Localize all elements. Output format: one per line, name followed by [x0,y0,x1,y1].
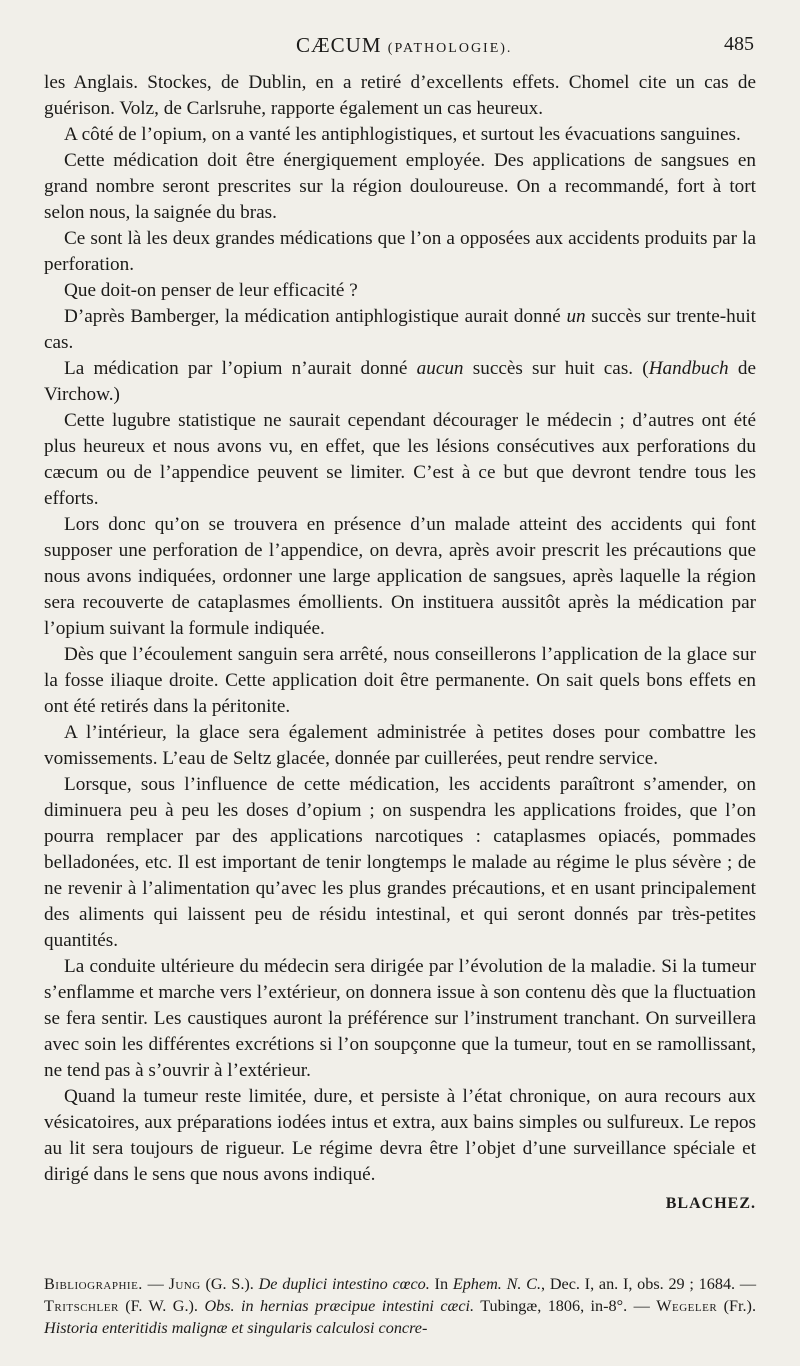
paragraph-text: Cette lugubre statistique ne saurait cependant décourager le médecin ; d’autres ont été plus heureux et nous avons vu, en effet, que les lésions consécutives aux perforations du cæcum ou de l’appendice peuvent se limiter. C’est à ce but que devront tendre tous les efforts. [44,410,756,509]
paragraph [44,642,756,720]
bib-author: Wegeler [656,1297,718,1315]
paragraph-text: Lors donc qu’on se trouvera en présence d’un malade atteint des accidents qui font supposer une perforation de l’appendice, on devra, après avoir prescrit les précautions que nous avons indiquées, ordonner une large application de sangsues, après laquelle la région sera recouverte de cataplasmes émollients. On instituera aussitôt après la médication par l’opium suivant la formule indiquée. [44,514,756,639]
paragraph-text: La médication par l’opium n’aurait donné [64,358,417,379]
paragraph-text: D’après Bamberger, la médication antiphlogistique aurait donné [64,306,567,327]
paragraph-text: les Anglais. Stockes, de Dublin, en a retiré d’excellents effets. Chomel cite un cas de guérison. Volz, de Carlsruhe, rapporte également un cas heureux. [44,72,756,119]
bib-text: In [429,1275,453,1293]
paragraph [44,408,756,512]
paragraph [44,226,756,278]
emphasis-text: un [566,306,586,327]
bib-text: , Dec. I, an. I, obs. 29 ; 1684. — [541,1275,757,1293]
bib-text: (Fr.). [717,1297,756,1315]
emphasis-text: aucun [416,358,464,379]
bib-title: Obs. in hernias præcipue intestini cæci. [204,1297,475,1315]
paragraph-text: Que doit-on penser de leur efficacité ? [64,280,358,301]
paragraph-text: Lorsque, sous l’influence de cette médication, les accidents paraîtront s’amender, on diminuera peu à peu les doses d’opium ; on suspendra les applications froides, que l’on pourra remplacer par des applications narcotiques : cataplasmes opiacés, pommades belladonées, etc. Il est important de tenir longtemps le malade au régime le plus sévère ; de ne revenir à l’alimentation qu’avec les plus grandes précautions, et en usant principalement des aliments qui laissent peu de résidu intestinal, et qui seront donnés par très-petites quantités. [44,774,756,951]
bib-author: Jung [168,1275,201,1293]
paragraph [44,278,756,304]
paragraph [44,70,756,122]
author-signature: BLACHEZ. [665,1195,756,1212]
running-title [296,33,512,58]
paragraph [44,720,756,772]
paragraph [44,148,756,226]
paragraph [44,1084,756,1188]
paragraph-text: succès sur huit cas. ( [463,358,649,379]
bib-author: Tritschler [44,1297,119,1315]
paragraph [44,512,756,642]
paragraph-text: succès sur trente-huit cas. [44,306,756,353]
paragraph-text: A côté de l’opium, on a vanté les antiphlogistiques, et surtout les évacuations sanguines. [64,124,741,145]
running-header [0,33,800,63]
paragraph [44,954,756,1084]
bib-title: Historia enteritidis malignæ et singularis calculosi concre- [44,1319,428,1337]
paragraph-text: La conduite ultérieure du médecin sera dirigée par l’évolution de la maladie. Si la tumeur s’enflamme et marche vers l’extérieur, on donnera issue à son contenu dès que la fluctuation se fera sentir. Les caustiques auront la préférence sur l’instrument tranchant. On surveillera avec soin les différentes excrétions si l’on soupçonne que la tumeur, tout en se ramollissant, ne tend pas à s’ouvrir à l’extérieur. [44,956,756,1081]
paragraph-text: Ce sont là les deux grandes médications que l’on a opposées aux accidents produits par la perforation. [44,228,756,275]
paragraph-text: Dès que l’écoulement sanguin sera arrêté, nous conseillerons l’application de la glace sur la fosse iliaque droite. Cette application doit être permanente. On sait quels bons effets en ont été retirés dans la péritonite. [44,644,756,717]
article-body [44,70,756,1217]
paragraph-text: de Virchow.) [44,358,756,405]
bib-title: De duplici intestino cœco. [258,1275,430,1293]
paragraph-text: A l’intérieur, la glace sera également administrée à petites doses pour combattre les vomissements. L’eau de Seltz glacée, donnée par cuillerées, peut rendre service. [44,722,756,769]
page-number: 485 [724,33,754,55]
bibliography [44,1273,756,1339]
bib-journal: Ephem. N. C. [452,1275,542,1293]
bib-text: (F. W. G.). [118,1297,205,1315]
bib-text: Tubingæ, 1806, in-8°. — [474,1297,657,1315]
emphasis-text: Handbuch [648,358,729,379]
bibliography-label: Bibliographie. [44,1275,143,1293]
bib-text: — [142,1275,169,1293]
paragraph [44,304,756,356]
paragraph-text: Cette médication doit être énergiquement employée. Des applications de sangsues en grand nombre seront prescrites sur la région douloureuse. On a recommandé, fort à tort selon nous, la saignée du bras. [44,150,756,223]
paragraph [44,122,756,148]
paragraph [44,356,756,408]
paragraph-list [44,70,756,1188]
paragraph [44,772,756,954]
paragraph-text: Quand la tumeur reste limitée, dure, et persiste à l’état chronique, on aura recours aux vésicatoires, aux préparations iodées intus et extra, aux bains simples ou sulfureux. Le repos au lit sera toujours de rigueur. Le régime devra être l’objet d’une surveillance spéciale et dirigé dans le sens que nous avons indiqué. [44,1086,756,1185]
title-main: CÆCUM [296,33,382,57]
title-sub: (PATHOLOGIE). [387,41,513,56]
bib-text: (G. S.). [200,1275,259,1293]
